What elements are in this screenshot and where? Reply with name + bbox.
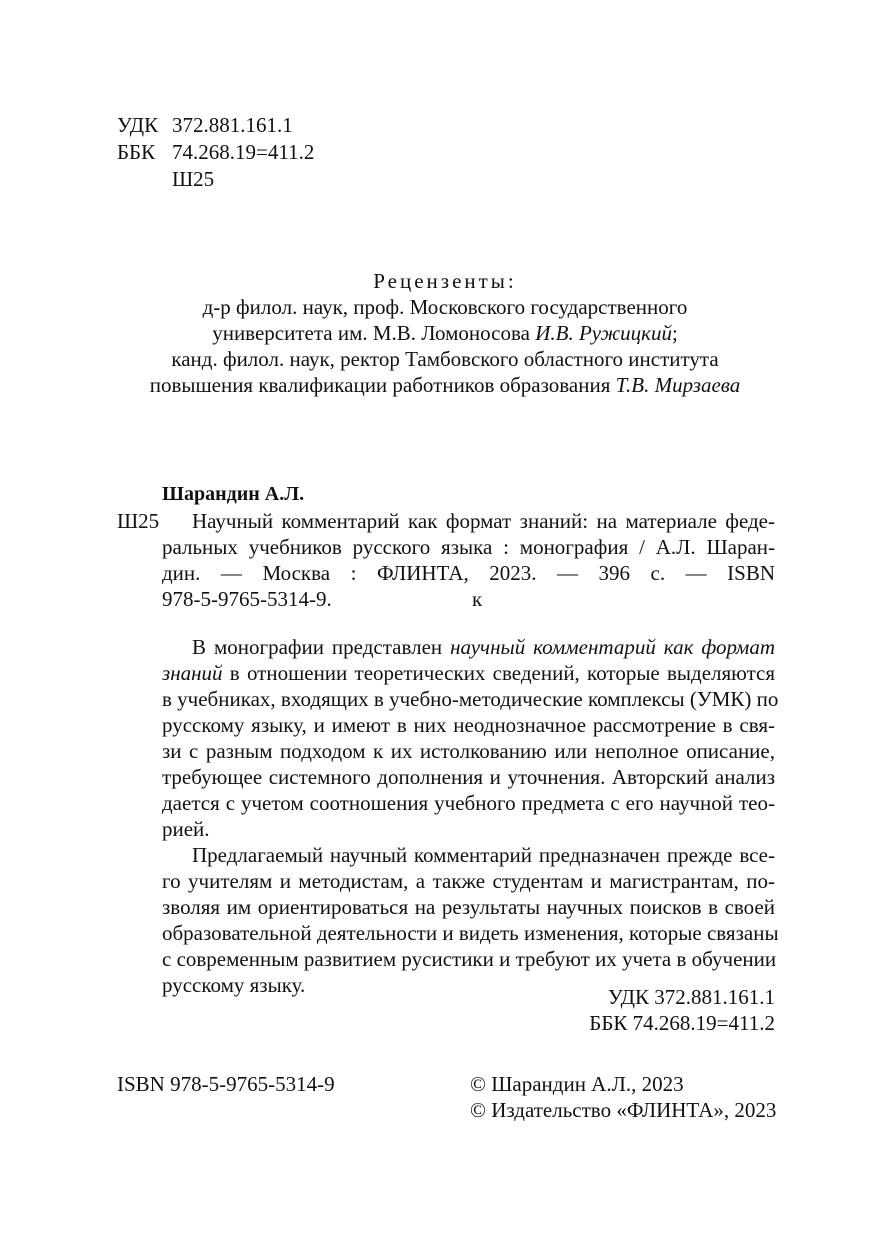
reviewer-line-2 (60, 320, 830, 346)
udk-code-right: УДК 372.881.161.1 (607, 985, 775, 1009)
udk-value: 372.881.161.1 (172, 113, 293, 137)
annotation-line (162, 660, 775, 686)
annotation-line (162, 634, 775, 660)
entry-line-last (162, 586, 775, 612)
annotation-text: В монографии представлен (192, 635, 451, 659)
annotation-line: русскому языку, и имеют в них неоднозначное рассмотрение в свя- (162, 713, 775, 737)
reviewer-line-2-text: университета им. М.В. Ломоносова (212, 321, 536, 345)
annotation-line: Предлагаемый научный комментарий предназначен прежде все- (192, 843, 775, 867)
annotation-line: требующее системного дополнения и уточнения. Авторский анализ (162, 765, 775, 789)
reviewer-line-2-end: ; (671, 321, 678, 345)
annotation-line-last: рией. (162, 817, 210, 841)
annotation (162, 634, 779, 998)
annotation-line-last: русскому языку. (162, 973, 306, 997)
reviewer-line-4 (60, 372, 830, 398)
entry-line: дин. — Москва : ФЛИНТА, 2023. — 396 с. — ISBN (162, 561, 775, 585)
reviewer-line-1: д-р филол. наук, проф. Московского государственного (202, 295, 688, 319)
entry-isbn-tail: 978-5-9765-5314-9. (162, 587, 332, 611)
entry-line: ральных учебников русского языка : монография / А.Л. Шаран- (162, 535, 775, 559)
entry-author: Шарандин А.Л. (162, 483, 305, 505)
annotation-line: дается с учетом соотношения учебного предмета с его научной тео- (162, 791, 775, 815)
annotation-emphasis: научный комментарий как формат (450, 635, 775, 659)
annotation-line: с современным развитием русистики и требуют их учета в обучении (162, 947, 777, 971)
copyright-publisher: © Издательство «ФЛИНТА», 2023 (470, 1098, 777, 1122)
reviewer-line-3: канд. филол. наук, ректор Тамбовского областного института (171, 347, 719, 371)
entry-line: Научный комментарий как формат знаний: на материале феде- (192, 509, 775, 533)
udk-row (117, 112, 293, 138)
copyright-author: © Шарандин А.Л., 2023 (470, 1072, 684, 1096)
entry-mark: к (472, 587, 483, 611)
udk-label: УДК (117, 113, 159, 137)
annotation-line: зволяя им ориентироваться на результаты научных поисков в своей (162, 895, 775, 919)
bbk-code-right: ББК 74.268.19=411.2 (589, 1011, 775, 1035)
annotation-text: в отношении теоретических сведений, которые выделяются (222, 661, 775, 685)
reviewers-heading: Рецензенты: (373, 269, 517, 293)
annotation-emphasis: знаний (162, 661, 223, 685)
reviewer-name-1: И.В. Ружицкий (535, 321, 672, 345)
classification-codes-right (589, 984, 775, 1036)
reviewer-name-2: Т.В. Мирзаева (615, 373, 741, 397)
author-sign: Ш25 (172, 167, 215, 191)
bbk-label: ББК (117, 140, 156, 164)
footer-isbn: ISBN 978-5-9765-5314-9 (117, 1072, 335, 1096)
annotation-line: в учебниках, входящих в учебно-методические комплексы (УМК) по (162, 687, 779, 711)
bbk-value: 74.268.19=411.2 (172, 140, 315, 164)
annotation-line: образовательной деятельности и видеть изменения, которые связаны (162, 921, 779, 945)
annotation-line: го учителям и методистам, а также студентам и магистрантам, по- (162, 869, 775, 893)
copyrights (470, 1071, 776, 1123)
annotation-line: зи с разным подходом к их истолкованию или неполное описание, (162, 739, 775, 763)
reviewer-line-4-text: повышения квалификации работников образования (149, 373, 616, 397)
reviewers-block (60, 268, 830, 398)
bbk-row (117, 139, 314, 165)
entry-code: Ш25 (117, 509, 160, 533)
entry-description (162, 508, 775, 612)
